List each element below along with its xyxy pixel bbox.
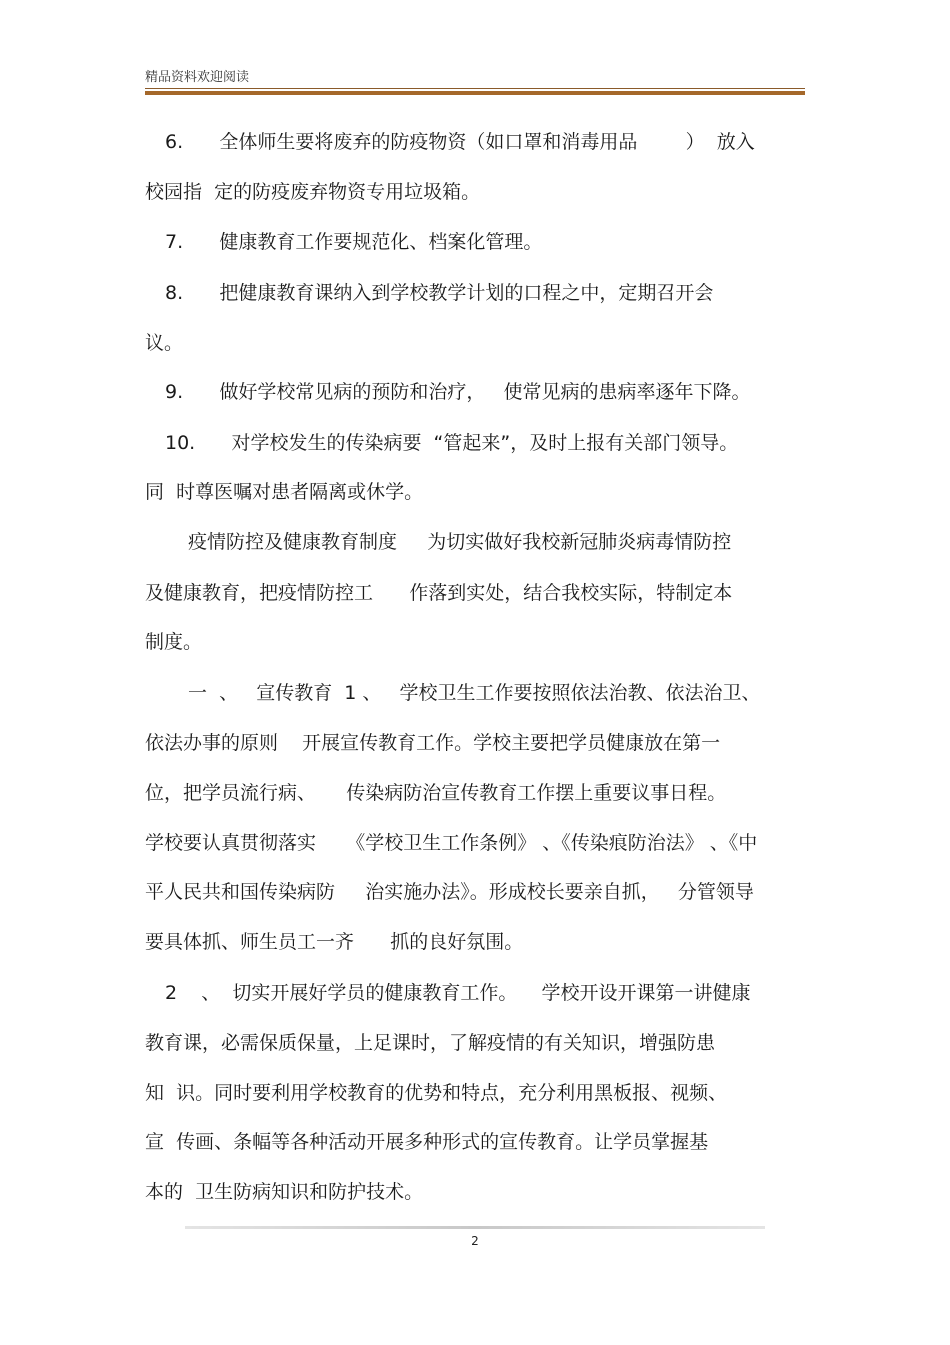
- footer-divider: [185, 1226, 765, 1229]
- text-line: 学校要认真贯彻落实 《学校卫生工作条例》 、《传染痕防治法》 、《中: [145, 832, 758, 854]
- text-line: 6. 全体师生要将废弃的防疫物资（如口罩和消毒用品 ） 放入: [165, 131, 755, 153]
- text-line: 位，把学员流行病、 传染病防治宣传教育工作摆上重要议事日程。: [145, 782, 727, 804]
- text-line: 要具体抓、师生员工一齐 抓的良好氛围。: [145, 931, 524, 953]
- text-line: 依法办事的原则 开展宣传教育工作。学校主要把学员健康放在第一: [145, 732, 721, 754]
- text-line: 9. 做好学校常见病的预防和治疗， 使常见病的患病率逐年下降。: [165, 381, 751, 403]
- text-line: 议。: [145, 332, 184, 354]
- text-line: 10. 对学校发生的传染病要 “管起来”，及时上报有关部门领导。: [165, 432, 739, 454]
- text-line: 及健康教育，把疫情防控工 作落到实处，结合我校实际，特制定本: [145, 582, 733, 604]
- text-line: 制度。: [145, 631, 203, 653]
- text-line: 平人民共和国传染病防 治实施办法》。形成校长要亲自抓， 分管领导: [145, 881, 754, 903]
- text-line: 8. 把健康教育课纳入到学校教学计划的口程之中，定期召开会: [165, 282, 714, 304]
- text-line: 知 识。同时要利用学校教育的优势和特点，充分利用黑板报、视频、: [145, 1082, 728, 1104]
- text-line: 宣 传画、条幅等各种活动开展多种形式的宣传教育。让学员掌握基: [145, 1131, 709, 1153]
- header-divider-thick: [145, 91, 805, 95]
- text-line: 本的 卫生防病知识和防护技术。: [145, 1181, 424, 1203]
- text-line: 7. 健康教育工作要规范化、档案化管理。: [165, 231, 543, 253]
- text-line: 同 时尊医嘱对患者隔离或休学。: [145, 481, 424, 503]
- text-line: 教育课，必需保质保量，上足课时，了解疫情的有关知识，增强防患: [145, 1032, 716, 1054]
- text-line: 2 、 切实开展好学员的健康教育工作。 学校开设开课第一讲健康: [165, 982, 751, 1004]
- page-number: 2: [471, 1234, 479, 1248]
- text-line: 校园指 定的防疫废弃物资专用垃圾箱。: [145, 181, 481, 203]
- text-line: 一 、 宣传教育 1 、 学校卫生工作要按照依法治教、依法治卫、: [188, 682, 761, 704]
- header-text: 精品资料欢迎阅读: [145, 70, 250, 85]
- header-divider: [145, 88, 805, 89]
- text-line: 疫情防控及健康教育制度 为切实做好我校新冠肺炎病毒情防控: [188, 531, 732, 553]
